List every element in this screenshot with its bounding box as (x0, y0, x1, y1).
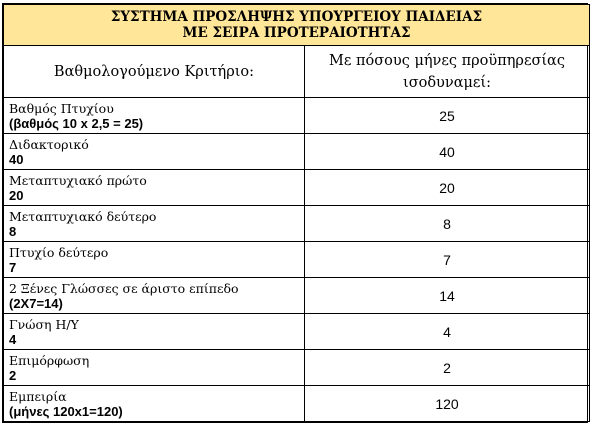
table-row (4, 386, 590, 422)
criterion-name: Διδακτορικό (9, 136, 89, 152)
table-row (4, 170, 590, 206)
table-title-line-2: ΜΕ ΣΕΙΡΑ ΠΡΟΤΕΡΑΙΟΤΗΤΑΣ (182, 25, 411, 41)
months-value: 20 (305, 170, 590, 206)
criterion-points: (2Χ7=14) (9, 295, 63, 311)
criterion-points: 2 (9, 367, 17, 383)
criterion-points: (μήνες 120x1=120) (9, 403, 123, 419)
months-value: 2 (305, 350, 590, 386)
table-row (4, 242, 590, 278)
criterion-cell (4, 386, 305, 422)
months-value: 40 (305, 134, 590, 170)
table-row (4, 98, 590, 134)
criterion-cell (4, 278, 305, 314)
months-value: 25 (305, 98, 590, 134)
months-value: 14 (305, 278, 590, 314)
criterion-points: 8 (9, 223, 17, 239)
criterion-points: 4 (9, 331, 17, 347)
header-months-line-1: Με πόσους μήνες προϋπηρεσίας (329, 52, 565, 69)
table-row (4, 206, 590, 242)
criterion-cell (4, 170, 305, 206)
criterion-name: Πτυχίο δεύτερο (9, 244, 109, 260)
header-row (4, 46, 590, 98)
criterion-cell (4, 350, 305, 386)
criterion-cell (4, 314, 305, 350)
table-title (4, 5, 590, 46)
months-value: 8 (305, 206, 590, 242)
table-title-line-1: ΣΥΣΤΗΜΑ ΠΡΟΣΛΗΨΗΣ ΥΠΟΥΡΓΕΙΟΥ ΠΑΙΔΕΙΑΣ (110, 9, 483, 25)
header-criterion: Βαθμολογούμενο Κριτήριο: (4, 46, 305, 98)
criterion-cell (4, 242, 305, 278)
criterion-points: 7 (9, 259, 17, 275)
criterion-name: Μεταπτυχιακό δεύτερο (9, 208, 157, 224)
months-value: 120 (305, 386, 590, 422)
table-row (4, 278, 590, 314)
header-months-line-2: ισοδυναμεί: (403, 74, 491, 91)
criterion-name: Βαθμός Πτυχίου (9, 100, 114, 116)
criterion-name: Μεταπτυχιακό πρώτο (9, 172, 147, 188)
criterion-points: 40 (9, 151, 24, 167)
table-row (4, 134, 590, 170)
criterion-points: (βαθμός 10 x 2,5 = 25) (9, 115, 144, 131)
table-row (4, 314, 590, 350)
criterion-name: Εμπειρία (9, 388, 67, 404)
criterion-cell (4, 98, 305, 134)
table-row (4, 350, 590, 386)
header-months (305, 46, 590, 98)
recruitment-table-container (2, 3, 588, 423)
criterion-cell (4, 134, 305, 170)
criterion-points: 20 (9, 187, 24, 203)
title-row (4, 5, 590, 46)
recruitment-criteria-table (3, 4, 590, 422)
criterion-name: 2 Ξένες Γλώσσες σε άριστο επίπεδο (9, 280, 239, 296)
criterion-cell (4, 206, 305, 242)
months-value: 4 (305, 314, 590, 350)
criterion-name: Επιμόρφωση (9, 352, 90, 368)
months-value: 7 (305, 242, 590, 278)
criterion-name: Γνώση Η/Υ (9, 316, 79, 332)
criteria-rows (4, 98, 590, 422)
